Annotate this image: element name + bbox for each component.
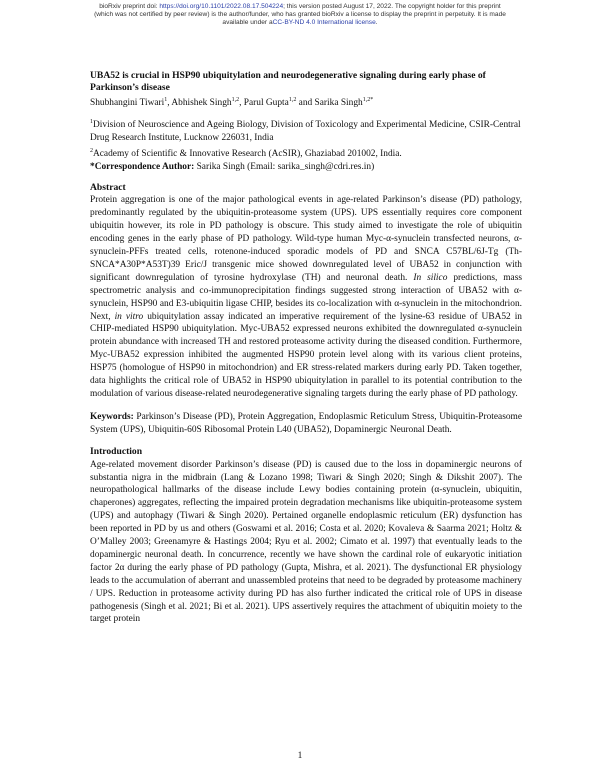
banner-prefix: bioRxiv preprint doi:	[99, 3, 160, 10]
correspondence-text: Sarika Singh (Email: sarika_singh@cdri.res.in)	[194, 162, 375, 172]
author-affil-sup: 1,2	[231, 97, 240, 103]
license-link[interactable]: CC-BY-ND 4.0 International license	[272, 19, 376, 27]
affiliation-text: Division of Neuroscience and Ageing Biology, Division of Toxicology and Experimental Medicine, CSIR-Central Drug Research Institute, Lucknow 226031, India	[90, 120, 521, 144]
preprint-banner	[40, 3, 560, 28]
author-list	[90, 94, 522, 110]
author-name: Abhishek Singh	[171, 98, 232, 109]
keywords	[90, 411, 522, 437]
banner-line-3	[40, 19, 560, 27]
author-name: Sarika Singh	[314, 98, 363, 109]
affiliation-text: Academy of Scientific & Innovative Research (AcSIR), Ghaziabad 201002, India.	[93, 149, 402, 160]
affiliation-sup: 2	[90, 147, 93, 154]
author-affil-sup: 1,2*	[362, 97, 374, 103]
keywords-label: Keywords:	[90, 411, 134, 422]
banner-period: .	[375, 19, 378, 27]
abstract-section	[90, 182, 522, 401]
introduction-body: Age-related movement disorder Parkinson’s disease (PD) is caused due to the loss in dopaminergic neurons of substantia nigra in the midbrain (Lang & Lozano 1998; Tiwari & Singh 2020; Singh & Dikshit 2007). The neuropathological hallmarks of the disease include Lewy bodies containing protein (α-synuclein, ubiquitin, chaperones) aggregates, reflecting the impaired protein degradation mechanisms like ubiquitin-proteasome system (UPS) and autophagy (Tiwari & Singh 2020). Pertained organelle endoplasmic reticulum (ER) dysfunction has been reported in PD by us and others (Goswami et al. 2016; Costa et al. 2020; Kovaleva & Saarma 2021; Holtz & O’Malley 2003; Greenamyre & Hastings 2004; Ryu et al. 2002; Cimato et al. 1997) that eventually leads to the dopaminergic neuronal death. In concurrence, recently we have shown the cardinal role of eukaryotic initiation factor 2α during the early phase of PD pathology (Gupta, Mishra, et al. 2021). The dysfunctional ER physiology leads to the accumulation of aberrant and unassembled proteins that need to be degraded by proteasome machinery / UPS. Reduction in proteasome activity during PD has also further indicated the critical role of UPS in disease pathogenesis (Singh et al. 2021; Bi et al. 2021). UPS assertively requires the attachment of ubiquitin moiety to the target protein	[90, 459, 522, 625]
abstract-body	[90, 194, 522, 401]
affiliation-2	[90, 145, 522, 161]
abstract-heading: Abstract	[90, 181, 126, 193]
page-number: 1	[297, 751, 303, 761]
banner-line-2: (which was not certified by peer review) is the author/funder, who has granted bioRxiv a license to display the preprint in perpetuity. It is made	[94, 11, 506, 19]
keywords-text: Parkinson’s Disease (PD), Protein Aggregation, Endoplasmic Reticulum Stress, Ubiquitin-Proteasome System (UPS), Ubiquitin-60S Ribosomal Protein L40 (UBA52), Dopaminergic Neuronal Death.	[90, 411, 522, 435]
abstract-text: predictions, mass spectrometric analysis and co-immunoprecipitation findings suggested strong interaction of UBA52 with α-synuclein, HSP90 and E3-ubiquitin ligase CHIP, besides its co-localization with α-synuclein in the mitochondrion. Next,	[90, 272, 522, 322]
banner-available: available under a	[222, 19, 273, 27]
abstract-italic: in vitro	[114, 311, 144, 322]
author-separator: ,	[239, 98, 244, 109]
paper-page	[90, 70, 522, 626]
introduction-heading: Introduction	[90, 446, 143, 458]
author-name: Shubhangini Tiwari	[90, 98, 165, 109]
author-name: Parul Gupta	[243, 98, 289, 109]
doi-link[interactable]: https://doi.org/10.1101/2022.08.17.504224	[159, 3, 284, 10]
correspondence-label: *Correspondence Author:	[90, 162, 195, 172]
paper-title: UBA52 is crucial in HSP90 ubiquitylation and neurodegenerative signaling during early phase of Parkinson’s disease	[90, 70, 486, 93]
affiliation-sup: 1	[90, 119, 93, 126]
banner-line-1	[40, 3, 560, 11]
correspondence	[90, 161, 522, 174]
author-separator: ,	[167, 98, 172, 109]
author-affil-sup: 1,2	[288, 97, 297, 103]
author-separator: and	[296, 98, 315, 109]
abstract-italic: In silico	[413, 272, 448, 283]
abstract-text: Protein aggregation is one of the major pathological events in age-related Parkinson’s disease (PD) pathology, predominantly regulated by the ubiquitin-proteasome system (UPS). UPS essentially requires core component ubiquitin however, its role in PD pathology is obscure. This study aimed to investigate the role of ubiquitin encoding genes in the early phase of PD pathology. Wild-type human Myc-α-synuclein transfected neurons, α-synuclein-PFFs treated cells, rotenone-induced sporadic models of PD and SNCA C57BL/6J-Tg (Th-SNCA*A30P*A53T)39 Eric/J transgenic mice showed downregulated level of UBA52 in conjunction with significant downregulation of tyrosine hydroxylase (TH) and neuronal death.	[90, 195, 522, 283]
author-affil-sup: 1	[164, 97, 168, 103]
abstract-text: ubiquitylation assay indicated an imperative requirement of the lysine-63 residue of UBA52 in CHIP-mediated HSP90 ubiquitylation. Myc-UBA52 expressed neurons exhibited the downregulated α-synuclein protein abundance with increased TH and restored proteasome activity during the diseased condition. Furthermore, Myc-UBA52 expression inhibited the augmented HSP90 protein level along with its various client proteins, HSP75 (homologue of HSP90 in mitochondrion) and ER stress-related markers during early PD. Taken together, data highlights the critical role of UBA52 in HSP90 ubiquitylation in parallel to its potential contribution to the modulation of various disease-related neurodegenerative signaling targets during the early phase of PD pathology.	[90, 311, 522, 399]
introduction-section	[90, 446, 522, 626]
affiliation-1	[90, 116, 522, 145]
banner-copyright: ; this version posted August 17, 2022. The copyright holder for this preprint	[283, 3, 501, 10]
